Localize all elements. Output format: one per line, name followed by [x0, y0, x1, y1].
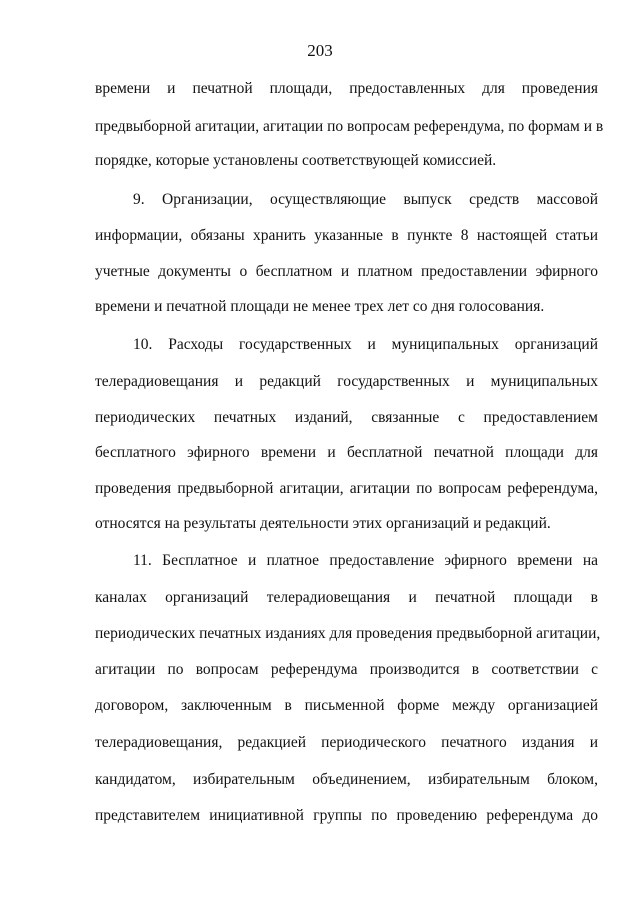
page-number: 203 [307, 41, 333, 60]
text-line: каналах организаций телерадиовещания и печатной площади в [95, 589, 598, 606]
text-line: агитации по вопросам референдума производится в соответствии с [95, 661, 598, 678]
text-line: телерадиовещания и редакций государственных и муниципальных [95, 373, 598, 390]
text-line: периодических печатных изданиях для проведения предвыборной агитации, [95, 625, 601, 642]
paragraph-start-line: 10. Расходы государственных и муниципальных организаций [133, 336, 598, 353]
text-line: предвыборной агитации, агитации по вопросам референдума, по формам и в [95, 118, 604, 135]
paragraph-start-line: 9. Организации, осуществляющие выпуск средств массовой [133, 191, 598, 208]
text-line: телерадиовещания, редакцией периодического печатного издания и [95, 734, 598, 751]
text-line: времени и печатной площади, предоставленных для проведения [95, 80, 598, 97]
text-line: учетные документы о бесплатном и платном предоставлении эфирного [95, 263, 598, 280]
text-line: периодических печатных изданий, связанные с предоставлением [95, 409, 598, 426]
text-line: представителем инициативной группы по проведению референдума до [95, 807, 598, 824]
text-line: времени и печатной площади не менее трех лет со дня голосования. [95, 298, 545, 315]
text-line: проведения предвыборной агитации, агитации по вопросам референдума, [95, 480, 598, 497]
text-line: относятся на результаты деятельности этих организаций и редакций. [95, 515, 551, 532]
text-line: информации, обязаны хранить указанные в пункте 8 настоящей статьи [95, 227, 598, 244]
text-line: кандидатом, избирательным объединением, избирательным блоком, [95, 771, 598, 788]
text-line: порядке, которые установлены соответствующей комиссией. [95, 152, 497, 169]
text-line: договором, заключенным в письменной форме между организацией [95, 697, 598, 714]
text-line: бесплатного эфирного времени и бесплатной печатной площади для [95, 444, 598, 461]
paragraph-start-line: 11. Бесплатное и платное предоставление эфирного времени на [133, 552, 598, 569]
